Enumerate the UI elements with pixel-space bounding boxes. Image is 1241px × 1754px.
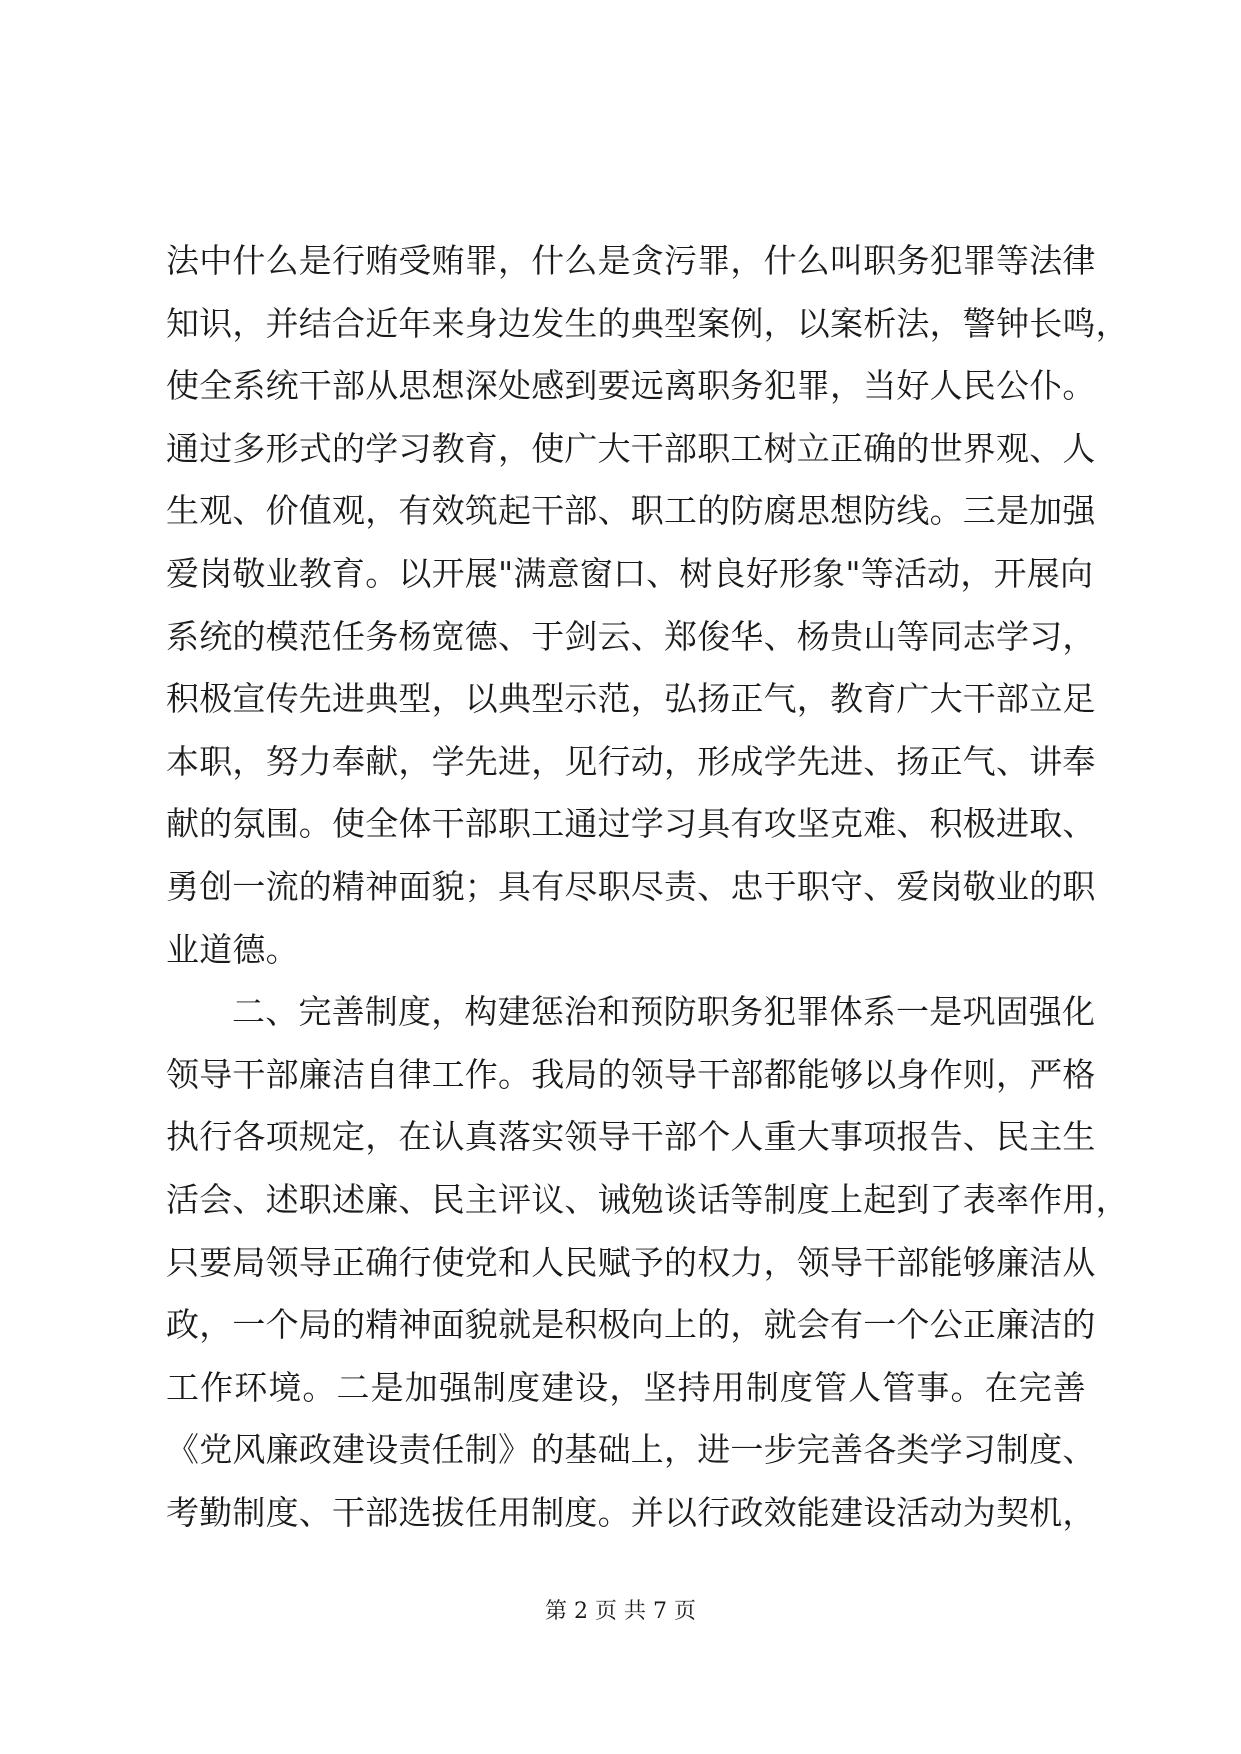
text-line: 通过多形式的学习教育，使广大干部职工树立正确的世界观、人 <box>166 428 1096 468</box>
text-line: 系统的模范任务杨宽德、于剑云、郑俊华、杨贵山等同志学习， <box>166 616 1096 656</box>
text-line: 献的氛围。使全体干部职工通过学习具有攻坚克难、积极进取、 <box>166 804 1096 844</box>
text-line: 工作环境。二是加强制度建设，坚持用制度管人管事。在完善 <box>166 1367 1086 1407</box>
text-line: 活会、述职述廉、民主评议、诫勉谈话等制度上起到了表率作用， <box>166 1179 1129 1219</box>
text-line: 《党风廉政建设责任制》的基础上，进一步完善各类学习制度、 <box>166 1430 1096 1470</box>
body-text <box>166 230 1129 1544</box>
text-line: 考勤制度、干部选拔任用制度。并以行政效能建设活动为契机， <box>166 1492 1096 1532</box>
section-heading-line: 二、完善制度，构建惩治和预防职务犯罪体系一是巩固强化 <box>232 992 1096 1032</box>
text-line: 生观、价值观，有效筑起干部、职工的防腐思想防线。三是加强 <box>166 491 1096 531</box>
page-number-footer: 第 2 页 共 7 页 <box>545 1599 696 1624</box>
text-line: 积极宣传先进典型，以典型示范，弘扬正气，教育广大干部立足 <box>166 679 1096 719</box>
text-line: 本职，努力奉献，学先进，见行动，形成学先进、扬正气、讲奉 <box>166 741 1096 781</box>
text-line: 领导干部廉洁自律工作。我局的领导干部都能够以身作则，严格 <box>166 1054 1096 1094</box>
text-line: 使全系统干部从思想深处感到要远离职务犯罪，当好人民公仆。 <box>166 366 1096 406</box>
text-line: 政，一个局的精神面貌就是积极向上的，就会有一个公正廉洁的 <box>166 1305 1096 1345</box>
text-line: 业道德。 <box>166 929 299 969</box>
text-line: 只要局领导正确行使党和人民赋予的权力，领导干部能够廉洁从 <box>166 1242 1096 1282</box>
text-line: 知识，并结合近年来身边发生的典型案例，以案析法，警钟长鸣， <box>166 303 1129 343</box>
text-line: 勇创一流的精神面貌；具有尽职尽责、忠于职守、爱岗敬业的职 <box>166 866 1096 906</box>
text-line: 法中什么是行贿受贿罪，什么是贪污罪，什么叫职务犯罪等法律 <box>166 241 1096 280</box>
text-line: 执行各项规定，在认真落实领导干部个人重大事项报告、民主生 <box>166 1117 1096 1157</box>
text-line: 爱岗敬业教育。以开展"满意窗口、树良好形象"等活动，开展向 <box>166 553 1094 593</box>
